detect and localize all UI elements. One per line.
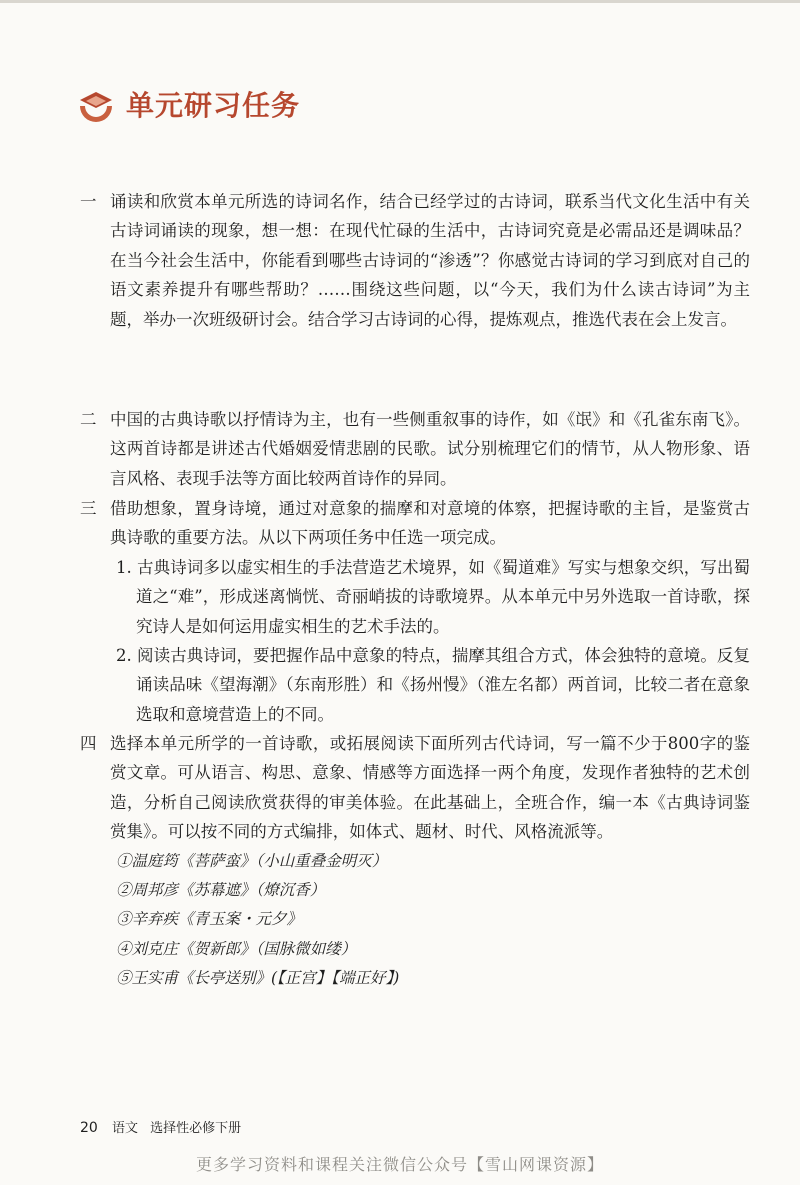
task-4 (80, 729, 750, 994)
subtask-2: 2. 阅读古典诗词，要把握作品中意象的特点，揣摩其组合方式，体会独特的意境。反复诵读品味《望海潮》（东南形胜）和《扬州慢》（淮左名都）两首词，比较二者在意象选取和意境营造上的不同。 (116, 646, 750, 724)
task-2 (80, 405, 750, 493)
section-heading (76, 84, 300, 124)
page-title: 单元研习任务 (126, 89, 301, 122)
task-number: 一 (80, 192, 97, 211)
subtask-1: 1. 古典诗词多以虚实相生的手法营造艺术境界，如《蜀道难》写实与想象交织，写出蜀道之“难”，形成迷离惝恍、奇丽峭拔的诗歌境界。从本单元中另外选取一首诗歌，探究诗人是如何运用虚实相生的艺术手法的。 (116, 557, 750, 636)
poem-item: ①温庭筠《菩萨蛮》（小山重叠金明灭） (116, 851, 388, 870)
poem-item: ②周邦彦《苏幕遮》（燎沉香） (116, 881, 326, 900)
task-text: 借助想象，置身诗境，通过对意象的揣摩和对意境的体察，把握诗歌的主旨，是鉴赏古典诗歌的重要方法。从以下两项任务中任选一项完成。 (110, 499, 750, 548)
footer-book: 选择性必修下册 (150, 1121, 242, 1136)
task-text: 诵读和欣赏本单元所选的诗词名作，结合已经学过的古诗词，联系当代文化生活中有关古诗词诵读的现象，想一想：在现代忙碌的生活中，古诗词究竟是必需品还是调味品？在当今社会生活中，你能看到哪些古诗词的“渗透”？你感觉古诗词的学习到底对自己的语文素养提升有哪些帮助？……围绕这些问题，以“今天，我们为什么读古诗词”为主题，举办一次班级研讨会。结合学习古诗词的心得，提炼观点，推选代表在会上发言。 (110, 192, 750, 329)
footer-subject: 语文 (111, 1121, 138, 1136)
top-edge (0, 0, 800, 3)
task-number: 四 (80, 734, 97, 753)
graduation-cap-icon (76, 84, 116, 124)
page-number: 20 (80, 1120, 98, 1136)
poem-item: ④刘克庄《贺新郎》（国脉微如缕） (116, 939, 357, 958)
task-text: 中国的古典诗歌以抒情诗为主，也有一些侧重叙事的诗作，如《氓》和《孔雀东南飞》。这两首诗都是讲述古代婚姻爱情悲剧的民歌。试分别梳理它们的情节，从人物形象、语言风格、表现手法等方面比较两首诗作的异同。 (110, 410, 750, 488)
task-number: 二 (80, 410, 97, 429)
page-footer (80, 1117, 241, 1136)
watermark: 更多学习资料和课程关注微信公众号【雪山网课资源】 (195, 1155, 604, 1174)
task-text: 选择本单元所学的一首诗歌，或拓展阅读下面所列古代诗词，写一篇不少于800字的鉴赏文章。可从语言、构思、意象、情感等方面选择一两个角度，发现作者独特的艺术创造，分析自己阅读欣赏获得的审美体验。在此基础上，全班合作，编一本《古典诗词鉴赏集》。可以按不同的方式编排，如体式、题材、时代、风格流派等。 (110, 734, 750, 842)
poem-item: ⑤王实甫《长亭送别》(【正宫】【端正好】) (116, 969, 400, 988)
task-1 (80, 187, 750, 334)
task-number: 三 (80, 499, 97, 518)
poem-item: ③辛弃疾《青玉案・元夕》 (116, 910, 303, 929)
task-3 (80, 494, 750, 729)
